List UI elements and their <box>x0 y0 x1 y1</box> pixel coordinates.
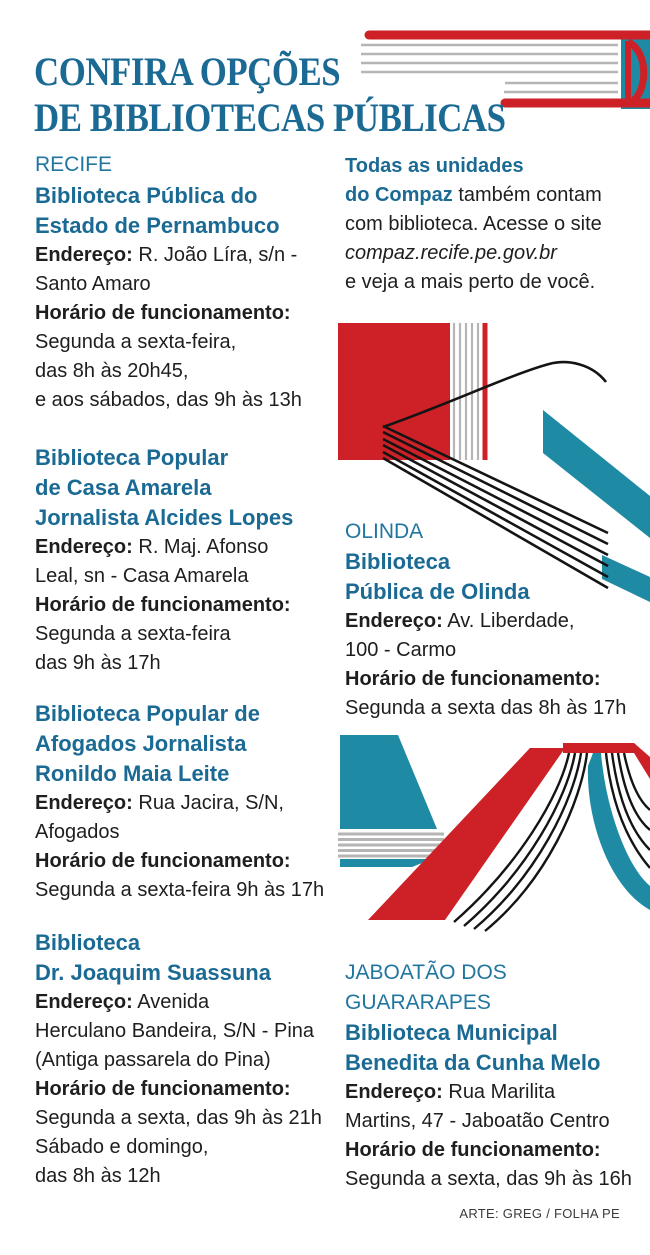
library-entry <box>35 443 347 678</box>
section-recife <box>35 150 347 180</box>
address-label: Endereço: <box>35 792 133 814</box>
library-name-line: de Casa Amarela <box>35 475 212 500</box>
address-line: Santo Amaro <box>35 273 151 295</box>
address-label: Endereço: <box>35 244 133 266</box>
compaz-note <box>345 152 650 297</box>
library-name <box>345 547 650 607</box>
hours-label: Horário de funcionamento: <box>35 850 291 872</box>
compaz-bold-text: do Compaz <box>345 184 453 206</box>
address-line <box>35 988 347 1017</box>
address-label: Endereço: <box>35 991 133 1013</box>
library-name-line: Benedita da Cunha Melo <box>345 1050 601 1075</box>
address-line <box>35 533 347 562</box>
hours-line: Segunda a sexta das 8h às 17h <box>345 697 627 719</box>
compaz-regular-text: também contam <box>452 184 602 206</box>
city-label-olinda: OLINDA <box>345 520 424 543</box>
library-name-line: Biblioteca Popular <box>35 445 229 470</box>
compaz-bold-line: Todas as unidades <box>345 155 524 177</box>
address-label: Endereço: <box>345 1081 443 1103</box>
page-title-line2: DE BIBLIOTECAS PÚBLICAS <box>34 94 506 140</box>
hours-line: Segunda a sexta-feira 9h às 17h <box>35 879 325 901</box>
library-name-line: Afogados Jornalista <box>35 731 247 756</box>
hours-label: Horário de funcionamento: <box>345 1139 601 1161</box>
library-name-line: Estado de Pernambuco <box>35 213 280 238</box>
library-name <box>35 699 347 789</box>
library-entry <box>35 181 347 415</box>
address-text: Avenida <box>132 991 210 1013</box>
address-text: Rua Jacira, S/N, <box>132 792 284 814</box>
hours-line: Sábado e domingo, <box>35 1136 209 1158</box>
city-label-jaboatao: GUARARAPES <box>345 991 491 1014</box>
hours-label: Horário de funcionamento: <box>35 302 291 324</box>
address-text: R. Maj. Afonso <box>132 536 269 558</box>
library-name-line: Biblioteca Municipal <box>345 1020 558 1045</box>
hours-label: Horário de funcionamento: <box>35 1078 291 1100</box>
address-line: Leal, sn - Casa Amarela <box>35 565 249 587</box>
compaz-mixed-line <box>345 181 650 210</box>
compaz-line: e veja a mais perto de você. <box>345 271 596 293</box>
hours-line: Segunda a sexta-feira <box>35 623 231 645</box>
hours-label: Horário de funcionamento: <box>35 594 291 616</box>
library-name-line: Biblioteca Popular de <box>35 701 260 726</box>
address-line: Martins, 47 - Jaboatão Centro <box>345 1110 610 1132</box>
hours-label: Horário de funcionamento: <box>345 668 601 690</box>
address-line <box>345 607 650 636</box>
city-label-recife: RECIFE <box>35 153 113 176</box>
address-label: Endereço: <box>345 610 443 632</box>
library-entry <box>35 699 347 905</box>
address-line: 100 - Carmo <box>345 639 457 661</box>
section-olinda <box>345 517 650 723</box>
address-line: Afogados <box>35 821 120 843</box>
library-name <box>35 181 347 241</box>
city-label-jaboatao: JABOATÃO DOS <box>345 961 507 984</box>
compaz-line: com biblioteca. Acesse o site <box>345 213 602 235</box>
library-name-line: Ronildo Maia Leite <box>35 761 230 786</box>
hours-line: das 8h às 20h45, <box>35 360 189 382</box>
library-name-line: Biblioteca <box>345 549 451 574</box>
hours-line: Segunda a sexta, das 9h às 16h <box>345 1168 632 1190</box>
address-text: Rua Marilita <box>442 1081 556 1103</box>
address-text: R. João Líra, s/n - <box>132 244 298 266</box>
address-line <box>345 1078 650 1107</box>
hours-line: e aos sábados, das 9h às 13h <box>35 389 302 411</box>
hours-line: Segunda a sexta-feira, <box>35 331 237 353</box>
library-name-line: Biblioteca <box>35 930 141 955</box>
library-name-line: Dr. Joaquim Suassuna <box>35 960 271 985</box>
library-name <box>35 928 347 988</box>
hours-line: das 9h às 17h <box>35 652 161 674</box>
library-name-line: Jornalista Alcides Lopes <box>35 505 294 530</box>
hours-line: das 8h às 12h <box>35 1165 161 1187</box>
address-line: Herculano Bandeira, S/N - Pina <box>35 1020 315 1042</box>
address-line <box>35 789 347 818</box>
section-jaboatao <box>345 958 650 1194</box>
address-label: Endereço: <box>35 536 133 558</box>
library-name <box>35 443 347 533</box>
art-credit: ARTE: GREG / FOLHA PE <box>459 1206 620 1221</box>
page-title-line1: CONFIRA OPÇÕES <box>34 48 341 94</box>
standing-open-book-icon <box>338 726 650 962</box>
library-name <box>345 1018 650 1078</box>
compaz-site-url: compaz.recife.pe.gov.br <box>345 242 557 264</box>
library-name-line: Pública de Olinda <box>345 579 530 604</box>
address-text: Av. Liberdade, <box>442 610 575 632</box>
library-name-line: Biblioteca Pública do <box>35 183 258 208</box>
page-title <box>34 49 594 141</box>
address-line: (Antiga passarela do Pina) <box>35 1049 271 1071</box>
hours-line: Segunda a sexta, das 9h às 21h <box>35 1107 322 1129</box>
address-line <box>35 241 347 270</box>
library-entry <box>35 928 347 1191</box>
